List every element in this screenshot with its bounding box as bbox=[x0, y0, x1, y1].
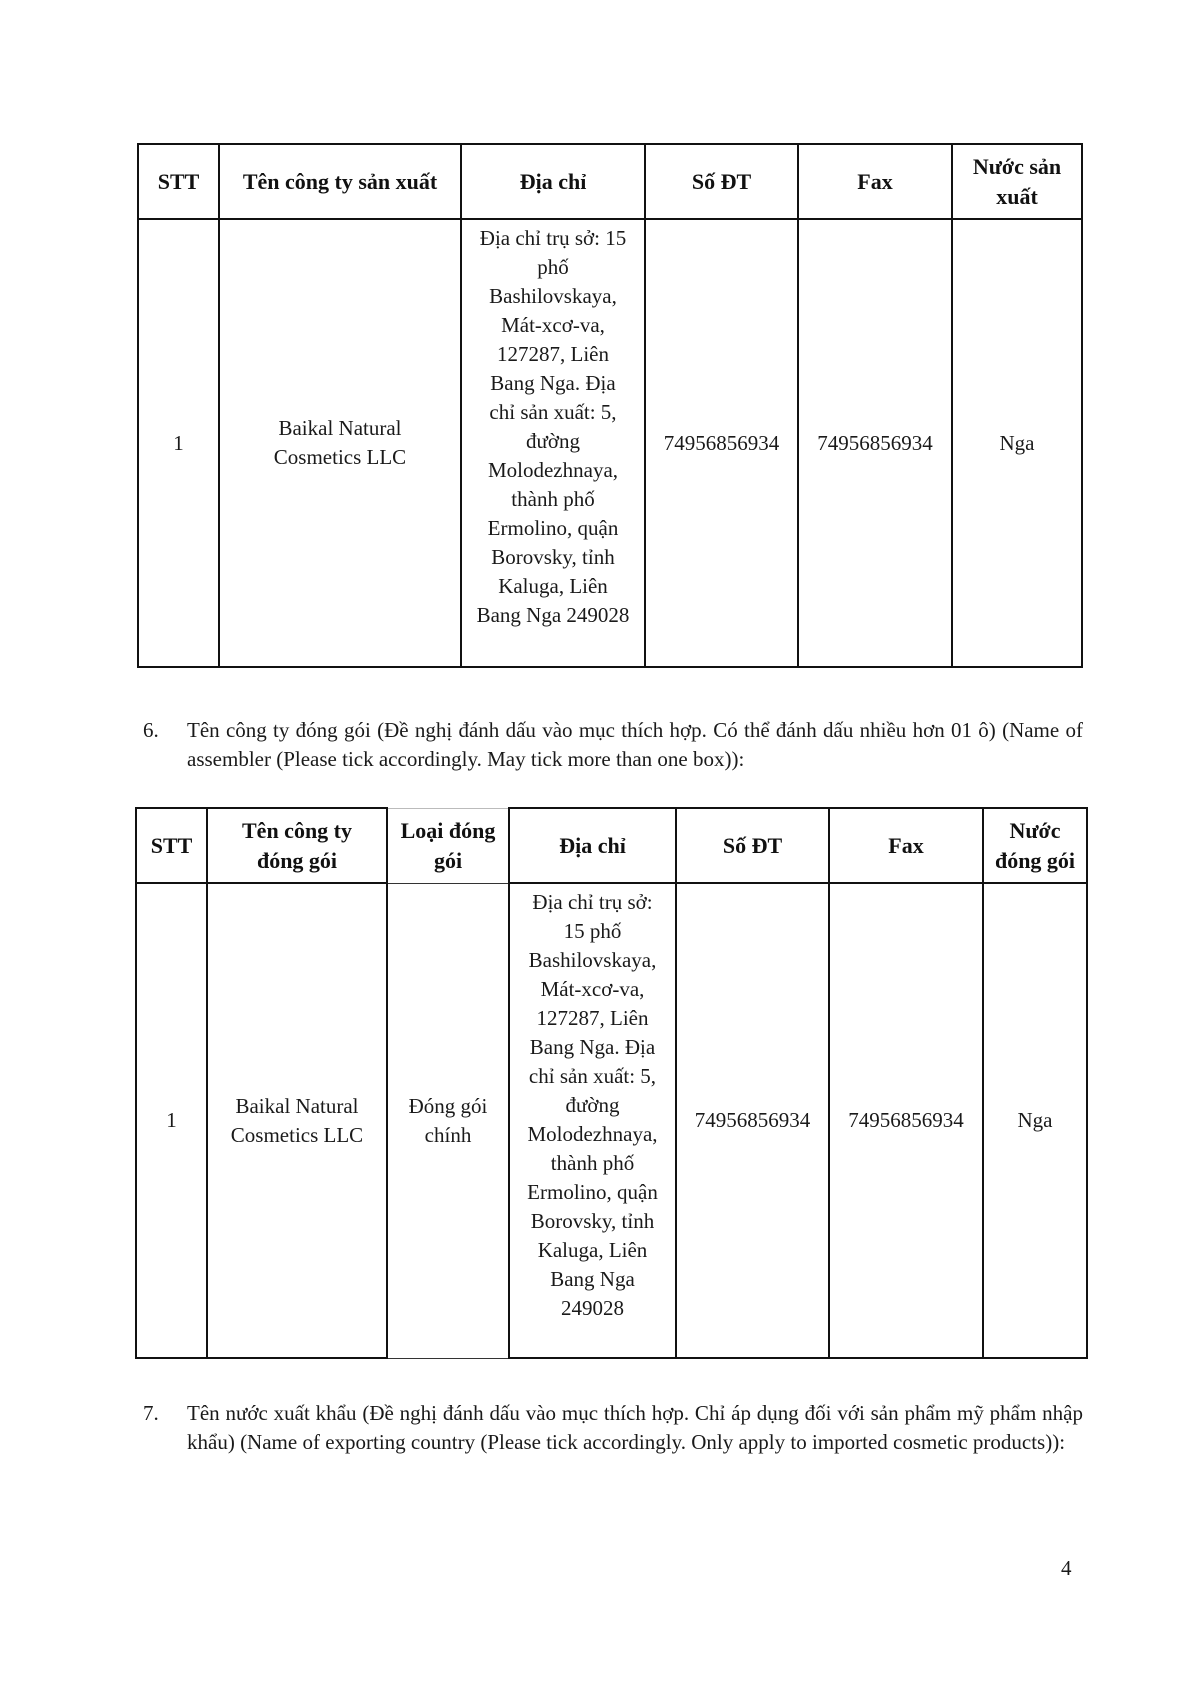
section-7-number: 7. bbox=[143, 1401, 159, 1425]
header-phone: Số ĐT bbox=[645, 144, 798, 219]
page-number: 4 bbox=[1061, 1556, 1072, 1580]
section-7 bbox=[143, 1399, 1083, 1457]
cell-company: Baikal Natural Cosmetics LLC bbox=[219, 219, 461, 667]
cell-address: Địa chỉ trụ sở: 15 phố Bashilovskaya, Mát-xcơ-va, 127287, Liên Bang Nga. Địa chỉ sản xuất: 5, đường Molodezhnaya, thành phố Ermolino, quận Borovsky, tỉnh Kaluga, Liên Bang Nga 249028 bbox=[461, 219, 645, 667]
manufacturer-table bbox=[137, 143, 1083, 668]
section-6-text: Tên công ty đóng gói (Đề nghị đánh dấu vào mục thích hợp. Có thể đánh dấu nhiều hơn 01 ô) (Name of assembler (Please tick accordingly. May tick more than one box)): bbox=[187, 718, 1083, 771]
cell-fax: 74956856934 bbox=[829, 883, 983, 1358]
assembler-table bbox=[135, 807, 1088, 1359]
table-row bbox=[136, 883, 1087, 1358]
header-fax: Fax bbox=[829, 808, 983, 883]
header-company: Tên công ty sản xuất bbox=[219, 144, 461, 219]
cell-phone: 74956856934 bbox=[645, 219, 798, 667]
section-6 bbox=[143, 716, 1083, 774]
cell-stt: 1 bbox=[138, 219, 219, 667]
cell-fax: 74956856934 bbox=[798, 219, 952, 667]
header-country: Nước sản xuất bbox=[952, 144, 1082, 219]
table-row bbox=[138, 219, 1082, 667]
section-6-number: 6. bbox=[143, 718, 159, 742]
header-stt: STT bbox=[136, 808, 207, 883]
section-7-text: Tên nước xuất khẩu (Đề nghị đánh dấu vào mục thích hợp. Chỉ áp dụng đối với sản phẩm mỹ phẩm nhập khẩu) (Name of exporting country (Please tick accordingly. Only apply to imported cosmetic products)): bbox=[187, 1401, 1083, 1454]
header-fax: Fax bbox=[798, 144, 952, 219]
cell-address: Địa chỉ trụ sở: 15 phố Bashilovskaya, Mát-xcơ-va, 127287, Liên Bang Nga. Địa chỉ sản xuất: 5, đường Molodezhnaya, thành phố Ermolino, quận Borovsky, tỉnh Kaluga, Liên Bang Nga 249028 bbox=[509, 883, 676, 1358]
cell-phone: 74956856934 bbox=[676, 883, 829, 1358]
cell-stt: 1 bbox=[136, 883, 207, 1358]
header-phone: Số ĐT bbox=[676, 808, 829, 883]
header-address: Địa chỉ bbox=[461, 144, 645, 219]
cell-country: Nga bbox=[983, 883, 1087, 1358]
cell-company: Baikal Natural Cosmetics LLC bbox=[207, 883, 387, 1358]
header-address: Địa chỉ bbox=[509, 808, 676, 883]
table-header-row bbox=[138, 144, 1082, 219]
cell-country: Nga bbox=[952, 219, 1082, 667]
cell-type: Đóng gói chính bbox=[387, 883, 509, 1358]
header-stt: STT bbox=[138, 144, 219, 219]
header-type: Loại đóng gói bbox=[387, 808, 509, 883]
table-header-row bbox=[136, 808, 1087, 883]
header-company: Tên công ty đóng gói bbox=[207, 808, 387, 883]
header-country: Nước đóng gói bbox=[983, 808, 1087, 883]
